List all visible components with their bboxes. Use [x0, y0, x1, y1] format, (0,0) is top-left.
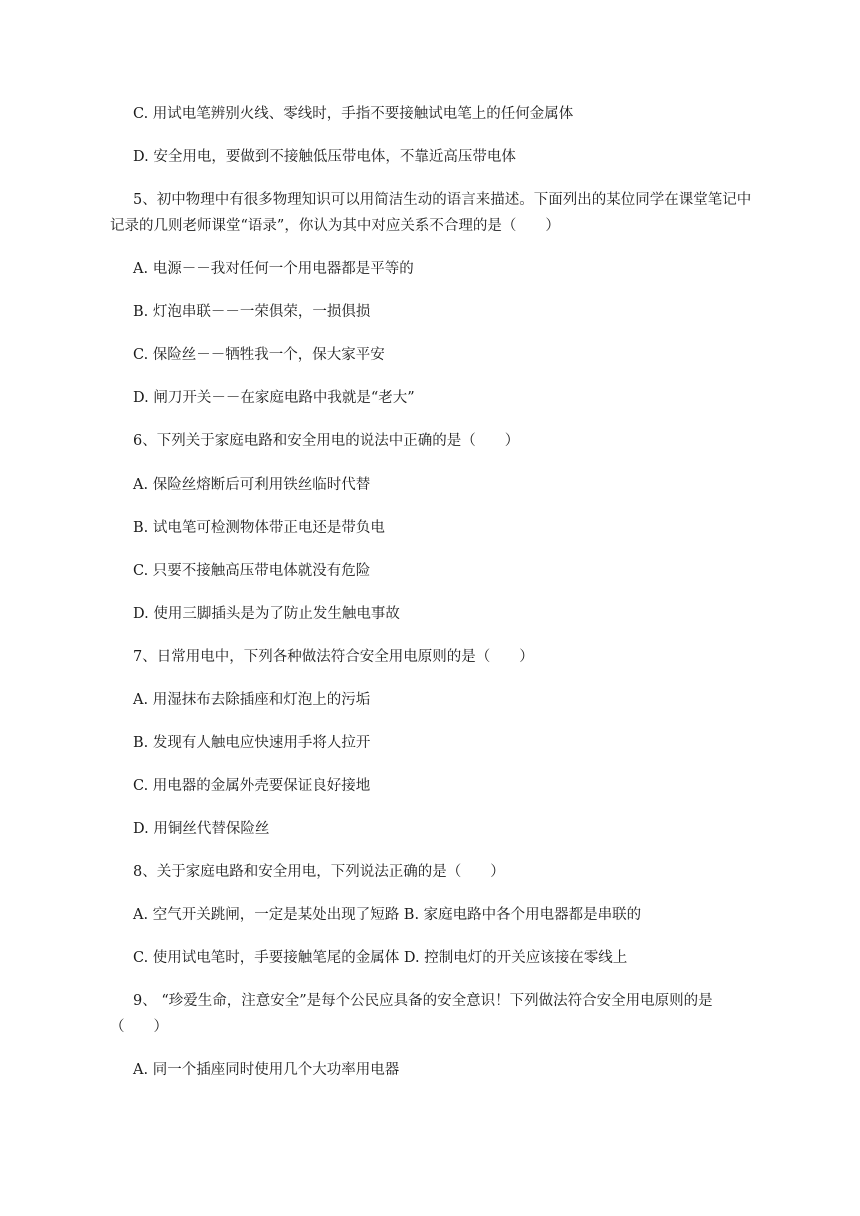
q6-stem: 6、下列关于家庭电路和安全用电的说法中正确的是（ ） — [133, 433, 520, 449]
q7-option-d: D. 用铜丝代替保险丝 — [133, 821, 270, 837]
q9-stem-continued: （ ） — [110, 1019, 168, 1035]
q5-stem: 5、初中物理中有很多物理知识可以用简洁生动的语言来描述。下面列出的某位同学在课堂笔记中 — [133, 192, 752, 208]
q4-option-d: D. 安全用电，要做到不接触低压带电体，不靠近高压带电体 — [133, 149, 516, 165]
q9-option-a: A. 同一个插座同时使用几个大功率用电器 — [133, 1062, 400, 1078]
q5-stem-continued: 记录的几则老师课堂“语录”，你认为其中对应关系不合理的是（ ） — [110, 218, 560, 234]
q5-option-d: D. 闸刀开关－－在家庭电路中我就是“老大” — [133, 390, 415, 406]
q7-stem: 7、日常用电中，下列各种做法符合安全用电原则的是（ ） — [133, 649, 534, 665]
q6-option-c: C. 只要不接触高压带电体就没有危险 — [133, 563, 371, 579]
q8-options-c-d: C. 使用试电笔时，手要接触笔尾的金属体 D. 控制电灯的开关应该接在零线上 — [133, 950, 628, 966]
q6-option-b: B. 试电笔可检测物体带正电还是带负电 — [133, 520, 385, 536]
q6-option-a: A. 保险丝熔断后可利用铁丝临时代替 — [133, 477, 371, 493]
q5-option-b: B. 灯泡串联－－一荣俱荣，一损俱损 — [133, 304, 371, 320]
q7-option-b: B. 发现有人触电应快速用手将人拉开 — [133, 735, 371, 751]
q9-stem: 9、 “珍爱生命，注意安全”是每个公民应具备的安全意识！下列做法符合安全用电原则的是 — [133, 993, 713, 1009]
q4-option-c: C. 用试电笔辨别火线、零线时，手指不要接触试电笔上的任何金属体 — [133, 106, 574, 122]
q7-option-c: C. 用电器的金属外壳要保证良好接地 — [133, 778, 371, 794]
q8-stem: 8、关于家庭电路和安全用电，下列说法正确的是（ ） — [133, 864, 505, 880]
q7-option-a: A. 用湿抹布去除插座和灯泡上的污垢 — [133, 692, 371, 708]
q5-option-a: A. 电源－－我对任何一个用电器都是平等的 — [133, 261, 414, 277]
q8-options-a-b: A. 空气开关跳闸，一定是某处出现了短路 B. 家庭电路中各个用电器都是串联的 — [133, 907, 642, 923]
q5-option-c: C. 保险丝－－牺牲我一个，保大家平安 — [133, 347, 385, 363]
q6-option-d: D. 使用三脚插头是为了防止发生触电事故 — [133, 606, 400, 622]
